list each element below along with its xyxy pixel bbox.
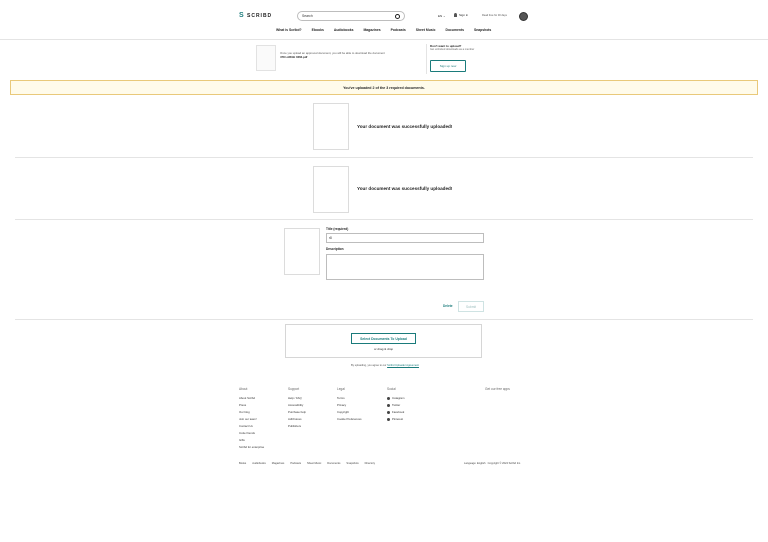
footer-link[interactable]: Scribd for enterprise bbox=[239, 445, 265, 449]
footer-link[interactable]: Our blog bbox=[239, 410, 250, 414]
select-documents-button[interactable]: Select Documents To Upload bbox=[351, 333, 416, 344]
social-label: Twitter bbox=[392, 403, 401, 407]
footer-link[interactable]: Terms bbox=[337, 396, 345, 400]
footer-bottom-link[interactable]: Directory bbox=[364, 462, 376, 465]
social-label: Pinterest bbox=[392, 417, 404, 421]
user-icon bbox=[454, 13, 457, 17]
agreement-text: By uploading, you agree to our bbox=[351, 364, 387, 367]
language-label: EN bbox=[438, 14, 443, 18]
footer-bottom-link[interactable]: Audiobooks bbox=[252, 462, 266, 465]
progress-banner: You've uploaded 2 of the 3 required documents. bbox=[10, 80, 758, 95]
footer-link[interactable]: Accessibility bbox=[288, 403, 304, 407]
footer-about-title: About bbox=[239, 387, 248, 391]
facebook-link[interactable] bbox=[387, 409, 404, 416]
nav-item-podcasts[interactable]: Podcasts bbox=[390, 28, 406, 32]
nav-item-magazines[interactable]: Magazines bbox=[363, 28, 381, 32]
header-divider bbox=[0, 39, 768, 40]
footer-link[interactable]: Join our team! bbox=[239, 417, 257, 421]
upload-success-message: Your document was successfully uploaded! bbox=[357, 186, 453, 191]
footer-bottom-links bbox=[239, 462, 375, 465]
footer-legal bbox=[337, 386, 362, 423]
footer-about bbox=[239, 386, 264, 451]
footer-bottom-link[interactable]: Documents bbox=[327, 462, 341, 465]
section-divider bbox=[15, 219, 753, 220]
footer-link[interactable]: Copyright bbox=[337, 410, 349, 414]
footer-support bbox=[288, 386, 306, 430]
drag-drop-hint: or drag & drop bbox=[373, 347, 394, 351]
logo-text: SCRIBD bbox=[247, 12, 273, 19]
description-label: Description bbox=[326, 247, 344, 251]
footer-social-title: Social bbox=[387, 387, 396, 391]
title-label: Title (required) bbox=[326, 227, 349, 231]
footer-link[interactable]: Invite friends bbox=[239, 431, 255, 435]
social-label: Facebook bbox=[392, 410, 405, 414]
sign-in-link[interactable] bbox=[454, 13, 468, 17]
footer-link[interactable]: Contact Us bbox=[239, 424, 253, 428]
free-trial-link[interactable]: Read free for 30 days bbox=[482, 14, 507, 17]
upload-divider bbox=[426, 44, 427, 74]
footer-bottom-link[interactable]: Snapshots bbox=[346, 462, 359, 465]
instagram-link[interactable] bbox=[387, 395, 404, 402]
footer-legal-title: Legal bbox=[337, 387, 345, 391]
uploader-agreement-note bbox=[268, 364, 502, 367]
footer-legal-line bbox=[464, 462, 521, 465]
submit-button[interactable]: Submit bbox=[458, 301, 484, 312]
upload-note bbox=[280, 51, 420, 59]
pinterest-link[interactable] bbox=[387, 416, 404, 423]
upload-note-text: Once you upload an approved document, you will be able to download the document bbox=[280, 51, 385, 55]
title-input[interactable] bbox=[326, 233, 484, 243]
social-label: Instagram bbox=[392, 396, 405, 400]
facebook-icon bbox=[387, 411, 390, 414]
upload-filename: 478 LARGE 0262.pdf bbox=[280, 55, 308, 59]
avatar[interactable] bbox=[519, 12, 528, 21]
footer-link[interactable]: AdChoices bbox=[288, 417, 302, 421]
section-divider bbox=[15, 157, 753, 158]
footer-link[interactable]: Purchase help bbox=[288, 410, 306, 414]
language-setting[interactable]: Language: English bbox=[464, 462, 486, 465]
search-input[interactable] bbox=[297, 11, 405, 21]
nav-item-documents[interactable]: Documents bbox=[445, 28, 464, 32]
footer-link[interactable]: Press bbox=[239, 403, 247, 407]
footer-apps bbox=[485, 386, 510, 395]
footer-link[interactable]: Publishers bbox=[288, 424, 302, 428]
description-input[interactable] bbox=[326, 254, 484, 280]
search-placeholder: Search bbox=[302, 14, 313, 18]
sign-up-button[interactable]: Sign up now bbox=[430, 60, 466, 72]
footer-apps-title: Get our free apps bbox=[485, 387, 510, 391]
uploaded-document-thumbnail bbox=[313, 103, 349, 150]
copyright: Copyright © 2024 Scribd Inc. bbox=[487, 462, 521, 465]
document-thumbnail bbox=[256, 45, 276, 71]
sign-in-label: Sign in bbox=[459, 13, 469, 17]
upsell-title: Don't want to upload? bbox=[430, 44, 462, 48]
footer-link[interactable]: About Scribd bbox=[239, 396, 256, 400]
nav-item-what-is-scribd[interactable]: What is Scribd? bbox=[276, 28, 302, 32]
instagram-icon bbox=[387, 397, 390, 400]
footer-support-title: Support bbox=[288, 387, 300, 391]
footer-bottom-link[interactable]: Magazines bbox=[271, 462, 285, 465]
uploaded-document-thumbnail bbox=[313, 166, 349, 213]
footer-social bbox=[387, 386, 404, 423]
footer-link[interactable]: Cookie Preferences bbox=[337, 417, 362, 421]
scribd-logo[interactable] bbox=[239, 12, 272, 19]
search-icon[interactable] bbox=[395, 14, 400, 19]
logo-mark-icon: S bbox=[239, 12, 245, 19]
footer-bottom-link[interactable]: Books bbox=[239, 462, 247, 465]
upload-success-message: Your document was successfully uploaded! bbox=[357, 124, 453, 129]
nav-item-sheet-music[interactable]: Sheet Music bbox=[415, 28, 436, 32]
main-nav bbox=[276, 28, 501, 32]
nav-item-ebooks[interactable]: Ebooks bbox=[311, 28, 324, 32]
footer-bottom-link[interactable]: Podcasts bbox=[290, 462, 301, 465]
footer-link[interactable]: Privacy bbox=[337, 403, 347, 407]
twitter-link[interactable] bbox=[387, 402, 404, 409]
section-divider bbox=[15, 319, 753, 320]
delete-button[interactable]: Delete bbox=[443, 304, 453, 308]
nav-item-snapshots[interactable]: Snapshots bbox=[473, 28, 492, 32]
nav-item-audiobooks[interactable]: Audiobooks bbox=[333, 28, 354, 32]
pinterest-icon bbox=[387, 418, 390, 421]
footer-link[interactable]: Gifts bbox=[239, 438, 245, 442]
pending-document-thumbnail bbox=[284, 228, 320, 275]
footer-link[interactable]: Help / FAQ bbox=[288, 396, 302, 400]
footer-bottom-link[interactable]: Sheet Music bbox=[307, 462, 322, 465]
twitter-icon bbox=[387, 404, 390, 407]
upsell-box bbox=[430, 44, 474, 52]
language-selector[interactable]: EN ⌄ bbox=[438, 14, 446, 18]
uploader-agreement-link[interactable]: Scribd Uploader Agreement bbox=[387, 364, 419, 367]
upsell-subtitle: Get unlimited downloads as a member bbox=[430, 48, 475, 51]
